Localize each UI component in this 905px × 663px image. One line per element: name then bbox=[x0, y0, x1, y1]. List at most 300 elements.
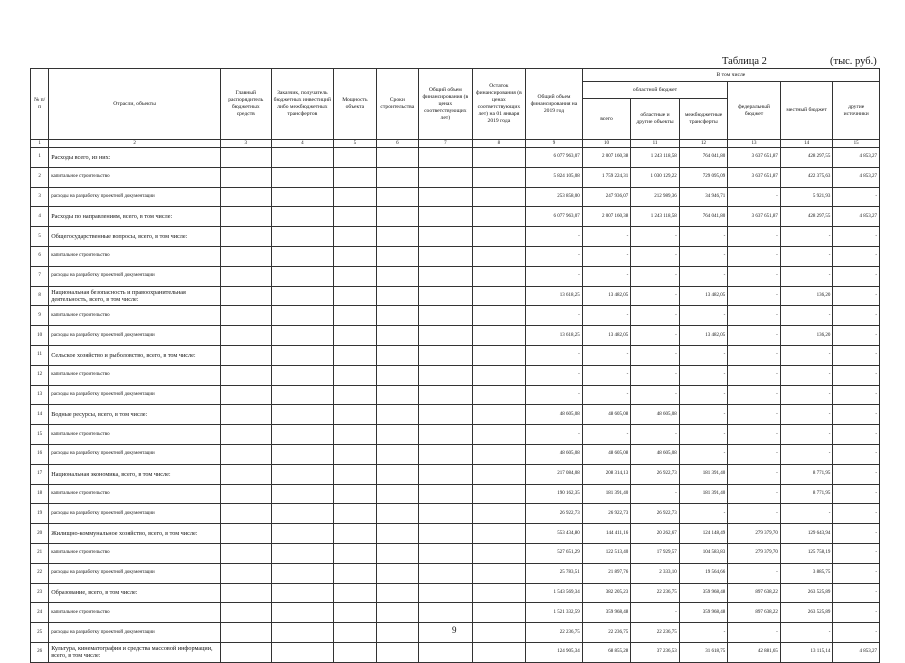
value-cell: - bbox=[582, 246, 631, 266]
table-row bbox=[31, 563, 880, 583]
row-name: капитальное строительство bbox=[49, 246, 221, 266]
value-cell: 764 041,80 bbox=[679, 207, 728, 227]
value-cell: - bbox=[679, 425, 728, 445]
empty-cell bbox=[472, 563, 526, 583]
empty-cell bbox=[271, 642, 334, 662]
empty-cell bbox=[220, 246, 271, 266]
value-cell: 181 391,40 bbox=[679, 484, 728, 504]
empty-cell bbox=[271, 504, 334, 524]
value-cell: - bbox=[631, 484, 680, 504]
header-term: Сроки строительства bbox=[376, 69, 418, 140]
empty-cell bbox=[419, 623, 473, 643]
row-name: расходы на разработку проектной документации bbox=[49, 444, 221, 464]
empty-cell bbox=[334, 444, 376, 464]
value-cell: - bbox=[631, 425, 680, 445]
value-cell: - bbox=[728, 187, 781, 207]
value-cell: - bbox=[631, 286, 680, 306]
value-cell: 263 525,89 bbox=[780, 583, 833, 603]
row-name: Сельское хозяйство и рыболовство, всего, в том числе: bbox=[49, 345, 221, 365]
empty-cell bbox=[220, 543, 271, 563]
value-cell: 104 583,83 bbox=[679, 543, 728, 563]
row-number: 2 bbox=[31, 167, 49, 187]
value-cell: 37 236,53 bbox=[631, 642, 680, 662]
empty-cell bbox=[334, 345, 376, 365]
column-number: 9 bbox=[526, 140, 583, 148]
value-cell: - bbox=[526, 385, 583, 405]
empty-cell bbox=[472, 345, 526, 365]
empty-cell bbox=[334, 623, 376, 643]
empty-cell bbox=[271, 484, 334, 504]
value-cell: 17 929,57 bbox=[631, 543, 680, 563]
empty-cell bbox=[220, 464, 271, 484]
value-cell: 136,20 bbox=[780, 326, 833, 346]
value-cell: 8 771,95 bbox=[780, 484, 833, 504]
empty-cell bbox=[334, 246, 376, 266]
empty-cell bbox=[334, 583, 376, 603]
value-cell: 359 968,48 bbox=[679, 603, 728, 623]
value-cell: - bbox=[833, 345, 880, 365]
row-number: 6 bbox=[31, 246, 49, 266]
value-cell: 527 651,29 bbox=[526, 543, 583, 563]
header-name: Отрасли, объекты bbox=[49, 69, 221, 140]
row-name: Водные ресурсы, всего, в том числе: bbox=[49, 405, 221, 425]
empty-cell bbox=[419, 464, 473, 484]
column-number: 11 bbox=[631, 140, 680, 148]
value-cell: 428 297,55 bbox=[780, 207, 833, 227]
empty-cell bbox=[220, 148, 271, 168]
value-cell: - bbox=[631, 365, 680, 385]
column-number: 4 bbox=[271, 140, 334, 148]
row-number: 21 bbox=[31, 543, 49, 563]
table-row bbox=[31, 524, 880, 544]
value-cell: 26 922,73 bbox=[631, 504, 680, 524]
row-name: расходы на разработку проектной документации bbox=[49, 385, 221, 405]
value-cell: 22 236,75 bbox=[582, 623, 631, 643]
value-cell: 6 077 963,07 bbox=[526, 207, 583, 227]
empty-cell bbox=[220, 306, 271, 326]
table-row bbox=[31, 207, 880, 227]
column-number-row bbox=[31, 140, 880, 148]
value-cell: 190 162,35 bbox=[526, 484, 583, 504]
value-cell: 48 605,08 bbox=[526, 444, 583, 464]
value-cell: - bbox=[679, 504, 728, 524]
value-cell: - bbox=[833, 603, 880, 623]
value-cell: 25 783,51 bbox=[526, 563, 583, 583]
empty-cell bbox=[419, 207, 473, 227]
row-number: 1 bbox=[31, 148, 49, 168]
value-cell: - bbox=[582, 266, 631, 286]
table-row bbox=[31, 583, 880, 603]
empty-cell bbox=[472, 266, 526, 286]
value-cell: 4 853,27 bbox=[833, 207, 880, 227]
column-number: 15 bbox=[833, 140, 880, 148]
value-cell: 19 564,66 bbox=[679, 563, 728, 583]
value-cell: 263 525,89 bbox=[780, 603, 833, 623]
row-number: 16 bbox=[31, 444, 49, 464]
value-cell: 4 853,27 bbox=[833, 167, 880, 187]
table-row bbox=[31, 642, 880, 662]
empty-cell bbox=[419, 385, 473, 405]
empty-cell bbox=[271, 306, 334, 326]
column-number: 8 bbox=[472, 140, 526, 148]
row-number: 12 bbox=[31, 365, 49, 385]
empty-cell bbox=[472, 187, 526, 207]
value-cell: 13 482,05 bbox=[679, 326, 728, 346]
value-cell: 217 084,08 bbox=[526, 464, 583, 484]
empty-cell bbox=[271, 266, 334, 286]
value-cell: 13 618,25 bbox=[526, 326, 583, 346]
table-body bbox=[31, 148, 880, 663]
empty-cell bbox=[220, 583, 271, 603]
empty-cell bbox=[271, 385, 334, 405]
empty-cell bbox=[376, 187, 418, 207]
value-cell: 897 638,22 bbox=[728, 583, 781, 603]
row-name: капитальное строительство bbox=[49, 425, 221, 445]
value-cell: - bbox=[833, 425, 880, 445]
empty-cell bbox=[334, 425, 376, 445]
row-number: 24 bbox=[31, 603, 49, 623]
value-cell: - bbox=[679, 385, 728, 405]
value-cell: 1 243 118,58 bbox=[631, 207, 680, 227]
table-title: Таблица 2 bbox=[722, 56, 767, 67]
row-name: расходы на разработку проектной документации bbox=[49, 504, 221, 524]
row-name: Общегосударственные вопросы, всего, в том числе: bbox=[49, 227, 221, 247]
value-cell: - bbox=[526, 227, 583, 247]
empty-cell bbox=[220, 286, 271, 306]
row-name: расходы на разработку проектной документации bbox=[49, 266, 221, 286]
table-row bbox=[31, 326, 880, 346]
empty-cell bbox=[220, 642, 271, 662]
value-cell: 125 758,19 bbox=[780, 543, 833, 563]
value-cell: - bbox=[833, 286, 880, 306]
value-cell: - bbox=[833, 227, 880, 247]
row-name: капитальное строительство bbox=[49, 306, 221, 326]
value-cell: 26 922,73 bbox=[582, 504, 631, 524]
header-no: № п/п bbox=[31, 69, 49, 140]
header-federal: федеральный бюджет bbox=[728, 82, 781, 140]
table-row bbox=[31, 385, 880, 405]
empty-cell bbox=[419, 306, 473, 326]
value-cell: - bbox=[833, 266, 880, 286]
empty-cell bbox=[334, 603, 376, 623]
empty-cell bbox=[271, 227, 334, 247]
value-cell: 1 030 129,22 bbox=[631, 167, 680, 187]
table-row bbox=[31, 603, 880, 623]
row-number: 3 bbox=[31, 187, 49, 207]
empty-cell bbox=[334, 563, 376, 583]
value-cell: 2 007 160,38 bbox=[582, 148, 631, 168]
value-cell: 253 858,00 bbox=[526, 187, 583, 207]
empty-cell bbox=[376, 603, 418, 623]
empty-cell bbox=[271, 563, 334, 583]
empty-cell bbox=[472, 148, 526, 168]
empty-cell bbox=[376, 385, 418, 405]
empty-cell bbox=[419, 227, 473, 247]
empty-cell bbox=[271, 286, 334, 306]
empty-cell bbox=[376, 563, 418, 583]
empty-cell bbox=[419, 642, 473, 662]
empty-cell bbox=[334, 148, 376, 168]
value-cell: 897 638,22 bbox=[728, 603, 781, 623]
table-units: (тыс. руб.) bbox=[830, 56, 877, 67]
row-number: 17 bbox=[31, 464, 49, 484]
value-cell: 382 205,23 bbox=[582, 583, 631, 603]
empty-cell bbox=[220, 603, 271, 623]
empty-cell bbox=[334, 524, 376, 544]
empty-cell bbox=[271, 345, 334, 365]
table-row bbox=[31, 543, 880, 563]
table-row bbox=[31, 464, 880, 484]
value-cell: - bbox=[679, 266, 728, 286]
value-cell: 4 853,27 bbox=[833, 642, 880, 662]
empty-cell bbox=[334, 326, 376, 346]
table-row bbox=[31, 148, 880, 168]
empty-cell bbox=[472, 246, 526, 266]
empty-cell bbox=[334, 266, 376, 286]
empty-cell bbox=[419, 167, 473, 187]
value-cell: - bbox=[833, 444, 880, 464]
empty-cell bbox=[419, 246, 473, 266]
value-cell: - bbox=[833, 583, 880, 603]
row-name: Расходы по направлениям, всего, в том числе: bbox=[49, 207, 221, 227]
table-row bbox=[31, 227, 880, 247]
header-other-sources: другие источники bbox=[833, 82, 880, 140]
value-cell: - bbox=[833, 385, 880, 405]
empty-cell bbox=[220, 385, 271, 405]
empty-cell bbox=[334, 504, 376, 524]
value-cell: 22 236,75 bbox=[631, 583, 680, 603]
value-cell: - bbox=[728, 345, 781, 365]
empty-cell bbox=[376, 227, 418, 247]
value-cell: - bbox=[780, 306, 833, 326]
row-number: 5 bbox=[31, 227, 49, 247]
table-row bbox=[31, 365, 880, 385]
value-cell: - bbox=[526, 266, 583, 286]
empty-cell bbox=[472, 642, 526, 662]
empty-cell bbox=[271, 187, 334, 207]
value-cell: - bbox=[631, 227, 680, 247]
empty-cell bbox=[220, 444, 271, 464]
empty-cell bbox=[220, 326, 271, 346]
value-cell: 26 922,73 bbox=[631, 464, 680, 484]
value-cell: - bbox=[526, 365, 583, 385]
value-cell: 22 236,75 bbox=[631, 623, 680, 643]
value-cell: - bbox=[631, 345, 680, 365]
value-cell: 22 236,75 bbox=[526, 623, 583, 643]
empty-cell bbox=[376, 266, 418, 286]
header-incl: В том числе bbox=[582, 69, 879, 82]
table-row bbox=[31, 187, 880, 207]
row-number: 23 bbox=[31, 583, 49, 603]
empty-cell bbox=[472, 365, 526, 385]
row-number: 18 bbox=[31, 484, 49, 504]
value-cell: 2 007 160,38 bbox=[582, 207, 631, 227]
row-number: 7 bbox=[31, 266, 49, 286]
empty-cell bbox=[472, 464, 526, 484]
table-row bbox=[31, 425, 880, 445]
empty-cell bbox=[271, 444, 334, 464]
empty-cell bbox=[419, 563, 473, 583]
value-cell: 13 618,25 bbox=[526, 286, 583, 306]
value-cell: - bbox=[833, 623, 880, 643]
empty-cell bbox=[376, 405, 418, 425]
value-cell: 2 333,10 bbox=[631, 563, 680, 583]
empty-cell bbox=[419, 484, 473, 504]
value-cell: - bbox=[526, 345, 583, 365]
value-cell: - bbox=[780, 385, 833, 405]
value-cell: 208 314,13 bbox=[582, 464, 631, 484]
empty-cell bbox=[334, 306, 376, 326]
table-row bbox=[31, 167, 880, 187]
value-cell: 48 605,08 bbox=[582, 444, 631, 464]
value-cell: - bbox=[526, 246, 583, 266]
value-cell: - bbox=[582, 306, 631, 326]
value-cell: 5 824 105,08 bbox=[526, 167, 583, 187]
empty-cell bbox=[419, 326, 473, 346]
column-number: 14 bbox=[780, 140, 833, 148]
value-cell: 13 482,05 bbox=[679, 286, 728, 306]
empty-cell bbox=[220, 405, 271, 425]
row-number: 15 bbox=[31, 425, 49, 445]
empty-cell bbox=[419, 524, 473, 544]
empty-cell bbox=[472, 543, 526, 563]
empty-cell bbox=[419, 543, 473, 563]
row-name: капитальное строительство bbox=[49, 365, 221, 385]
value-cell: 279 379,70 bbox=[728, 524, 781, 544]
value-cell: 31 618,75 bbox=[679, 642, 728, 662]
empty-cell bbox=[334, 207, 376, 227]
value-cell: - bbox=[728, 484, 781, 504]
value-cell: 34 946,71 bbox=[679, 187, 728, 207]
empty-cell bbox=[419, 603, 473, 623]
value-cell: 48 605,08 bbox=[526, 405, 583, 425]
empty-cell bbox=[472, 444, 526, 464]
value-cell: - bbox=[631, 326, 680, 346]
value-cell: - bbox=[631, 385, 680, 405]
value-cell: 3 885,75 bbox=[780, 563, 833, 583]
value-cell: 279 379,70 bbox=[728, 543, 781, 563]
column-number: 2 bbox=[49, 140, 221, 148]
value-cell: 124 148,49 bbox=[679, 524, 728, 544]
table-row bbox=[31, 484, 880, 504]
value-cell: - bbox=[728, 326, 781, 346]
empty-cell bbox=[220, 345, 271, 365]
value-cell: 3 637 651,87 bbox=[728, 148, 781, 168]
value-cell: - bbox=[780, 504, 833, 524]
value-cell: 553 434,80 bbox=[526, 524, 583, 544]
row-name: капитальное строительство bbox=[49, 167, 221, 187]
empty-cell bbox=[334, 187, 376, 207]
empty-cell bbox=[271, 167, 334, 187]
value-cell: 122 513,40 bbox=[582, 543, 631, 563]
header-total-2019: Общий объем финансирования на 2019 год bbox=[526, 69, 583, 140]
value-cell: - bbox=[728, 306, 781, 326]
value-cell: 6 077 963,07 bbox=[526, 148, 583, 168]
empty-cell bbox=[334, 365, 376, 385]
empty-cell bbox=[271, 246, 334, 266]
value-cell: 124 905,34 bbox=[526, 642, 583, 662]
empty-cell bbox=[376, 425, 418, 445]
empty-cell bbox=[271, 425, 334, 445]
empty-cell bbox=[220, 623, 271, 643]
value-cell: - bbox=[679, 227, 728, 247]
row-number: 19 bbox=[31, 504, 49, 524]
empty-cell bbox=[334, 543, 376, 563]
value-cell: - bbox=[728, 425, 781, 445]
value-cell: - bbox=[679, 405, 728, 425]
value-cell: - bbox=[631, 246, 680, 266]
header-reg-other: областные и другие объекты bbox=[631, 99, 680, 140]
header-remainder: Остаток финансирования (в ценах соответствующих лет) на 01 января 2019 года bbox=[472, 69, 526, 140]
value-cell: - bbox=[833, 187, 880, 207]
empty-cell bbox=[472, 286, 526, 306]
empty-cell bbox=[419, 187, 473, 207]
value-cell: 48 605,08 bbox=[631, 444, 680, 464]
value-cell: - bbox=[728, 405, 781, 425]
header-reg-total: всего bbox=[582, 99, 631, 140]
column-number: 3 bbox=[220, 140, 271, 148]
header-power: Мощность объекта bbox=[334, 69, 376, 140]
value-cell: 3 637 651,87 bbox=[728, 167, 781, 187]
empty-cell bbox=[271, 464, 334, 484]
empty-cell bbox=[419, 365, 473, 385]
empty-cell bbox=[376, 543, 418, 563]
header-total-fin: Общий объем финансирования (в ценах соответствующих лет) bbox=[419, 69, 473, 140]
row-number: 26 bbox=[31, 642, 49, 662]
row-number: 14 bbox=[31, 405, 49, 425]
value-cell: - bbox=[631, 306, 680, 326]
row-number: 22 bbox=[31, 563, 49, 583]
value-cell: - bbox=[833, 563, 880, 583]
row-number: 20 bbox=[31, 524, 49, 544]
empty-cell bbox=[220, 187, 271, 207]
value-cell: 764 041,80 bbox=[679, 148, 728, 168]
empty-cell bbox=[419, 444, 473, 464]
value-cell: 422 375,63 bbox=[780, 167, 833, 187]
value-cell: 181 391,40 bbox=[679, 464, 728, 484]
value-cell: - bbox=[833, 504, 880, 524]
row-number: 13 bbox=[31, 385, 49, 405]
value-cell: - bbox=[728, 286, 781, 306]
value-cell: - bbox=[526, 425, 583, 445]
empty-cell bbox=[376, 167, 418, 187]
value-cell: - bbox=[833, 405, 880, 425]
value-cell: - bbox=[780, 444, 833, 464]
row-name: Расходы всего, из них: bbox=[49, 148, 221, 168]
empty-cell bbox=[472, 623, 526, 643]
empty-cell bbox=[271, 405, 334, 425]
value-cell: - bbox=[833, 484, 880, 504]
table-row bbox=[31, 286, 880, 306]
empty-cell bbox=[220, 524, 271, 544]
empty-cell bbox=[376, 464, 418, 484]
row-name: расходы на разработку проектной документации bbox=[49, 187, 221, 207]
value-cell: 729 095,09 bbox=[679, 167, 728, 187]
empty-cell bbox=[271, 583, 334, 603]
value-cell: - bbox=[679, 365, 728, 385]
column-number: 10 bbox=[582, 140, 631, 148]
value-cell: - bbox=[526, 306, 583, 326]
value-cell: 48 605,08 bbox=[582, 405, 631, 425]
value-cell: 13 115,14 bbox=[780, 642, 833, 662]
value-cell: - bbox=[728, 444, 781, 464]
value-cell: - bbox=[582, 365, 631, 385]
value-cell: - bbox=[780, 365, 833, 385]
empty-cell bbox=[220, 504, 271, 524]
row-name: расходы на разработку проектной документации bbox=[49, 563, 221, 583]
table-row bbox=[31, 405, 880, 425]
row-name: Культура, кинематография и средства массовой информации, всего, в том числе: bbox=[49, 642, 221, 662]
